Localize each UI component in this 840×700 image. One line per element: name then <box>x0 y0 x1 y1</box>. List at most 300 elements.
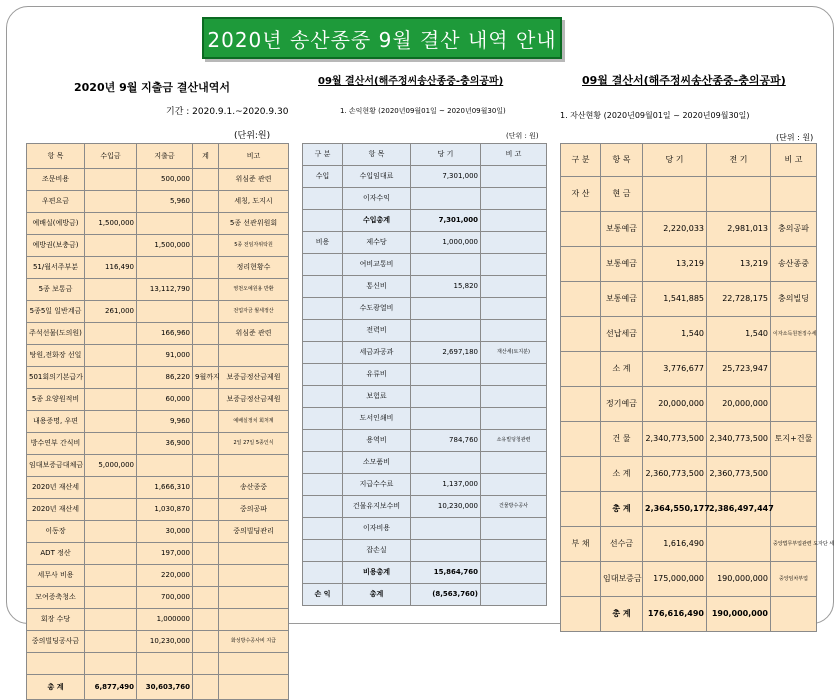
table-cell: 13,219 <box>643 247 707 282</box>
table-cell: 9,960 <box>137 411 193 433</box>
table-cell <box>193 257 219 279</box>
table-cell: 1,000,000 <box>411 232 481 254</box>
table-header-row <box>561 144 817 177</box>
left-unit: (단위:원) <box>234 131 271 141</box>
table-cell: 784,760 <box>411 430 481 452</box>
table-cell: 190,000,000 <box>707 597 771 632</box>
table-cell: 토지+건물 <box>771 422 817 457</box>
table-cell: 5,000,000 <box>85 455 137 477</box>
table-cell <box>411 452 481 474</box>
table-cell <box>85 521 137 543</box>
column-header: 지출금 <box>137 144 193 169</box>
table-cell: 방수연부 간식비 <box>27 433 85 455</box>
table-row <box>303 342 547 364</box>
table-cell <box>561 317 601 352</box>
column-header: 비고 <box>219 144 289 169</box>
table-cell: 1,030,870 <box>137 499 193 521</box>
table-cell <box>561 352 601 387</box>
table-cell <box>481 518 547 540</box>
table-cell: 수도광열비 <box>343 298 411 320</box>
table-cell <box>85 323 137 345</box>
table-row <box>27 587 289 609</box>
table-cell <box>561 212 601 247</box>
table-cell: 2,386,497,447 <box>707 492 771 527</box>
table-row <box>303 188 547 210</box>
table-row <box>561 317 817 352</box>
page-title: 2020년 송산종중 9월 결산 내역 안내 <box>202 17 562 59</box>
table-cell: 이동장 <box>27 521 85 543</box>
table-row <box>303 276 547 298</box>
table-cell <box>303 254 343 276</box>
table-row <box>27 301 289 323</box>
table-cell <box>481 188 547 210</box>
table-cell <box>303 540 343 562</box>
table-row <box>27 499 289 521</box>
table-cell: 2,364,550,177 <box>643 492 707 527</box>
column-header: 수입금 <box>85 144 137 169</box>
table-cell: 총 계 <box>601 597 643 632</box>
table-cell <box>193 279 219 301</box>
table-row <box>27 279 289 301</box>
table-cell: 예방권(보충금) <box>27 235 85 257</box>
expense-table <box>26 143 289 700</box>
total-cell: 6,877,490 <box>85 675 137 700</box>
table-cell <box>411 320 481 342</box>
column-header: 구 분 <box>561 144 601 177</box>
table-cell: 20,000,000 <box>707 387 771 422</box>
table-cell: 예배실정치 회처계 <box>219 411 289 433</box>
table-cell: 86,220 <box>137 367 193 389</box>
table-cell <box>303 210 343 232</box>
table-cell <box>193 411 219 433</box>
table-cell: 모여증축청소 <box>27 587 85 609</box>
table-row <box>561 352 817 387</box>
table-cell: 보증금정산금제원 <box>219 367 289 389</box>
table-cell <box>193 191 219 213</box>
table-cell: 30,000 <box>137 521 193 543</box>
table-cell: 회장 수당 <box>27 609 85 631</box>
table-row <box>303 474 547 496</box>
table-row <box>27 433 289 455</box>
table-row <box>27 235 289 257</box>
table-cell <box>85 631 137 653</box>
table-cell: 통신비 <box>343 276 411 298</box>
table-cell <box>303 562 343 584</box>
table-cell <box>85 587 137 609</box>
table-cell: 보통예금 <box>601 212 643 247</box>
table-cell <box>561 457 601 492</box>
table-cell: 2,340,773,500 <box>707 422 771 457</box>
table-cell: 1,500,000 <box>137 235 193 257</box>
table-cell <box>85 279 137 301</box>
table-cell: 중의빌딩공사금 <box>27 631 85 653</box>
table-cell: 임대보증금대체금 <box>27 455 85 477</box>
table-cell: 이자비용 <box>343 518 411 540</box>
table-cell: 2,360,773,500 <box>707 457 771 492</box>
table-cell <box>771 492 817 527</box>
table-cell: 1,137,000 <box>411 474 481 496</box>
right-title: 09월 결산서(해주정씨송산종중-충의공파) <box>582 74 786 87</box>
table-cell: 충의빌딩 <box>771 282 817 317</box>
table-cell: 소 계 <box>601 457 643 492</box>
column-header: 당 기 <box>411 144 481 166</box>
table-cell <box>411 540 481 562</box>
table-cell <box>481 166 547 188</box>
table-cell <box>303 474 343 496</box>
table-cell: 건물방수공사 <box>481 496 547 518</box>
table-cell: 잡손실 <box>343 540 411 562</box>
table-cell <box>85 191 137 213</box>
table-cell <box>561 422 601 457</box>
table-row <box>303 254 547 276</box>
table-cell: 1,540 <box>707 317 771 352</box>
table-cell <box>303 364 343 386</box>
table-cell: 비용총계 <box>343 562 411 584</box>
table-cell <box>85 499 137 521</box>
total-cell: 30,603,760 <box>137 675 193 700</box>
table-cell: 이자소득원천징수세 <box>771 317 817 352</box>
table-cell: 보증금정산금제원 <box>219 389 289 411</box>
total-row <box>27 675 289 700</box>
table-cell: 2020년 재산세 <box>27 477 85 499</box>
table-cell <box>85 543 137 565</box>
total-cell <box>481 584 547 606</box>
table-cell <box>561 562 601 597</box>
column-header: 당 기 <box>643 144 707 177</box>
table-cell: 송산종중 <box>771 247 817 282</box>
table-cell <box>481 210 547 232</box>
table-row <box>27 367 289 389</box>
table-cell: 2,697,180 <box>411 342 481 364</box>
table-cell: 1,616,490 <box>643 527 707 562</box>
table-row <box>27 411 289 433</box>
table-cell <box>193 213 219 235</box>
table-cell: 15,864,760 <box>411 562 481 584</box>
table-cell <box>481 386 547 408</box>
table-cell: 소 계 <box>601 352 643 387</box>
table-cell <box>771 177 817 212</box>
table-cell: 지급수수료 <box>343 474 411 496</box>
table-cell: 선납세금 <box>601 317 643 352</box>
right-unit: (단위 : 원) <box>776 133 814 142</box>
table-cell <box>771 597 817 632</box>
column-header: 항 목 <box>601 144 643 177</box>
table-cell <box>85 169 137 191</box>
table-cell <box>481 408 547 430</box>
table-cell <box>481 540 547 562</box>
table-row <box>561 212 817 247</box>
table-cell: 이자수익 <box>343 188 411 210</box>
table-cell: 수입 <box>303 166 343 188</box>
table-row <box>303 430 547 452</box>
table-cell <box>193 609 219 631</box>
table-cell <box>303 276 343 298</box>
table-cell <box>411 386 481 408</box>
table-cell: 3,776,677 <box>643 352 707 387</box>
table-cell <box>481 298 547 320</box>
table-cell: ADT 정산 <box>27 543 85 565</box>
table-cell: 51/월서주부분 <box>27 257 85 279</box>
table-cell: 세금과공과 <box>343 342 411 364</box>
table-cell: 1,540 <box>643 317 707 352</box>
table-row <box>303 320 547 342</box>
table-cell: 15,820 <box>411 276 481 298</box>
table-cell <box>481 452 547 474</box>
table-row <box>27 257 289 279</box>
table-cell <box>411 298 481 320</box>
table-cell: 현 금 <box>601 177 643 212</box>
table-cell: 5종5일 일반계금 <box>27 301 85 323</box>
table-cell <box>303 452 343 474</box>
table-cell: 정기예금 <box>601 387 643 422</box>
table-cell: 중의공파 <box>219 499 289 521</box>
table-cell: 예배실(예방금) <box>27 213 85 235</box>
table-row <box>561 422 817 457</box>
table-cell <box>481 364 547 386</box>
table-cell <box>85 235 137 257</box>
column-header: 구 분 <box>303 144 343 166</box>
table-cell <box>193 169 219 191</box>
column-header: 계 <box>193 144 219 169</box>
table-cell: 2,220,033 <box>643 212 707 247</box>
table-cell <box>219 565 289 587</box>
table-cell <box>193 587 219 609</box>
table-cell <box>411 518 481 540</box>
table-cell: 위심준 관련 <box>219 323 289 345</box>
table-cell <box>771 457 817 492</box>
table-cell: 비용 <box>303 232 343 254</box>
table-cell: 10,230,000 <box>137 631 193 653</box>
table-cell: 2일 27일 5종인식 <box>219 433 289 455</box>
table-cell <box>27 653 85 675</box>
table-row <box>561 597 817 632</box>
table-cell: 700,000 <box>137 587 193 609</box>
table-row <box>303 166 547 188</box>
table-cell: 166,960 <box>137 323 193 345</box>
table-cell <box>193 345 219 367</box>
table-cell: 내용증명, 우편 <box>27 411 85 433</box>
table-cell: 건물유지보수비 <box>343 496 411 518</box>
table-cell <box>193 565 219 587</box>
table-cell: 부 채 <box>561 527 601 562</box>
table-row <box>303 210 547 232</box>
table-cell: 176,616,490 <box>643 597 707 632</box>
table-cell: 소모품비 <box>343 452 411 474</box>
table-cell: 197,000 <box>137 543 193 565</box>
income-table <box>302 143 547 606</box>
table-cell: 재산세(토지분) <box>481 342 547 364</box>
table-cell: 5,960 <box>137 191 193 213</box>
table-cell: 10,230,000 <box>411 496 481 518</box>
table-cell: 175,000,000 <box>643 562 707 597</box>
table-cell: 1,666,310 <box>137 477 193 499</box>
table-cell <box>137 455 193 477</box>
table-cell: 자 산 <box>561 177 601 212</box>
table-cell: 190,000,000 <box>707 562 771 597</box>
table-cell <box>643 177 707 212</box>
table-cell: 총 계 <box>601 492 643 527</box>
table-cell: 2,981,013 <box>707 212 771 247</box>
table-cell <box>193 301 219 323</box>
table-cell: 5종 보통금 <box>27 279 85 301</box>
table-row <box>561 387 817 422</box>
table-cell: 화성방수공사비 지급 <box>219 631 289 653</box>
table-cell: 13,112,790 <box>137 279 193 301</box>
table-cell <box>219 543 289 565</box>
table-cell <box>193 323 219 345</box>
table-cell <box>137 257 193 279</box>
table-cell: 60,000 <box>137 389 193 411</box>
column-header: 전 기 <box>707 144 771 177</box>
table-cell: 7,301,000 <box>411 166 481 188</box>
table-cell: 9월까지 <box>193 367 219 389</box>
total-cell <box>193 675 219 700</box>
table-cell: 세무사 비용 <box>27 565 85 587</box>
column-header: 항 목 <box>343 144 411 166</box>
table-cell <box>561 247 601 282</box>
column-header: 비 고 <box>771 144 817 177</box>
table-cell <box>193 543 219 565</box>
table-cell: 영천오예원용 반환 <box>219 279 289 301</box>
table-cell: 중앙법무부업관련 도자단 세 <box>771 527 817 562</box>
table-row <box>303 408 547 430</box>
table-cell <box>193 455 219 477</box>
table-cell: 220,000 <box>137 565 193 587</box>
table-cell <box>561 492 601 527</box>
table-cell <box>303 408 343 430</box>
table-cell: 용역비 <box>343 430 411 452</box>
table-cell: 116,490 <box>85 257 137 279</box>
table-cell: 500,000 <box>137 169 193 191</box>
table-cell <box>561 597 601 632</box>
middle-title: 09월 결산서(해주정씨송산종중-충의공파) <box>318 76 504 87</box>
table-row <box>561 282 817 317</box>
left-period: 기간 : 2020.9.1.~2020.9.30 <box>166 107 289 117</box>
table-row <box>27 631 289 653</box>
table-row <box>27 543 289 565</box>
table-cell <box>193 389 219 411</box>
table-row <box>303 298 547 320</box>
table-cell: 보험료 <box>343 386 411 408</box>
table-cell: 송산종중 <box>219 477 289 499</box>
table-cell: 수입총계 <box>343 210 411 232</box>
table-row <box>303 452 547 474</box>
table-cell <box>219 587 289 609</box>
table-row <box>303 496 547 518</box>
table-cell: 위심준 관련 <box>219 169 289 191</box>
table-cell: 여비교통비 <box>343 254 411 276</box>
table-cell <box>303 496 343 518</box>
table-cell <box>481 320 547 342</box>
table-cell <box>771 352 817 387</box>
table-row <box>561 177 817 212</box>
table-cell <box>85 653 137 675</box>
table-row <box>27 521 289 543</box>
table-cell: 2,360,773,500 <box>643 457 707 492</box>
table-row <box>27 169 289 191</box>
middle-subtitle: 1. 손익현황 (2020년09월01일 ~ 2020년09월30일) <box>340 107 506 115</box>
table-cell <box>137 213 193 235</box>
table-cell <box>85 389 137 411</box>
table-cell: 전업자금 월세정산 <box>219 301 289 323</box>
table-cell: 36,900 <box>137 433 193 455</box>
table-cell: 주석선물(도의원) <box>27 323 85 345</box>
table-row <box>561 457 817 492</box>
right-subtitle: 1. 자산현황 (2020년09월01일 ~ 2020년09월30일) <box>560 111 750 120</box>
table-cell <box>137 301 193 323</box>
table-cell: 보통예금 <box>601 282 643 317</box>
table-cell: 1,541,885 <box>643 282 707 317</box>
table-cell: 20,000,000 <box>643 387 707 422</box>
table-cell: 5종 선관위원회 <box>219 213 289 235</box>
table-cell <box>481 474 547 496</box>
table-cell <box>303 386 343 408</box>
table-row <box>561 247 817 282</box>
table-row <box>27 323 289 345</box>
table-cell <box>561 387 601 422</box>
table-cell: 261,000 <box>85 301 137 323</box>
table-cell <box>219 345 289 367</box>
table-cell: 중앙임차부업 <box>771 562 817 597</box>
table-cell: 유류비 <box>343 364 411 386</box>
table-cell <box>303 518 343 540</box>
table-cell <box>303 430 343 452</box>
table-row <box>27 477 289 499</box>
table-cell: 정리현황수 <box>219 257 289 279</box>
table-cell <box>85 609 137 631</box>
table-cell <box>481 562 547 584</box>
table-cell: 5종 전임자위탁원 <box>219 235 289 257</box>
table-cell: 우편요금 <box>27 191 85 213</box>
table-cell <box>561 282 601 317</box>
table-cell <box>481 254 547 276</box>
table-cell <box>193 653 219 675</box>
table-row <box>27 191 289 213</box>
table-header-row <box>303 144 547 166</box>
table-cell: 2,340,773,500 <box>643 422 707 457</box>
table-cell <box>411 188 481 210</box>
table-cell <box>303 298 343 320</box>
table-row <box>27 213 289 235</box>
table-cell: 탕원,전화장 선일 <box>27 345 85 367</box>
table-cell: 보통예금 <box>601 247 643 282</box>
table-cell <box>85 345 137 367</box>
total-cell: 총계 <box>343 584 411 606</box>
table-cell <box>85 411 137 433</box>
table-cell: 전력비 <box>343 320 411 342</box>
table-cell: 7,301,000 <box>411 210 481 232</box>
table-cell: 도서인쇄비 <box>343 408 411 430</box>
table-cell <box>481 232 547 254</box>
table-row <box>561 527 817 562</box>
table-cell <box>411 364 481 386</box>
table-cell <box>219 455 289 477</box>
total-row <box>303 584 547 606</box>
table-cell: 1,000000 <box>137 609 193 631</box>
table-row <box>303 562 547 584</box>
table-cell <box>707 177 771 212</box>
table-cell: 1,500,000 <box>85 213 137 235</box>
table-cell: 501회의기본급가 <box>27 367 85 389</box>
table-cell <box>85 367 137 389</box>
table-row <box>303 540 547 562</box>
table-row <box>303 518 547 540</box>
table-row <box>303 364 547 386</box>
table-cell <box>219 609 289 631</box>
table-cell: 중의빌딩관리 <box>219 521 289 543</box>
total-cell: (8,563,760) <box>411 584 481 606</box>
table-cell: 수입임대료 <box>343 166 411 188</box>
